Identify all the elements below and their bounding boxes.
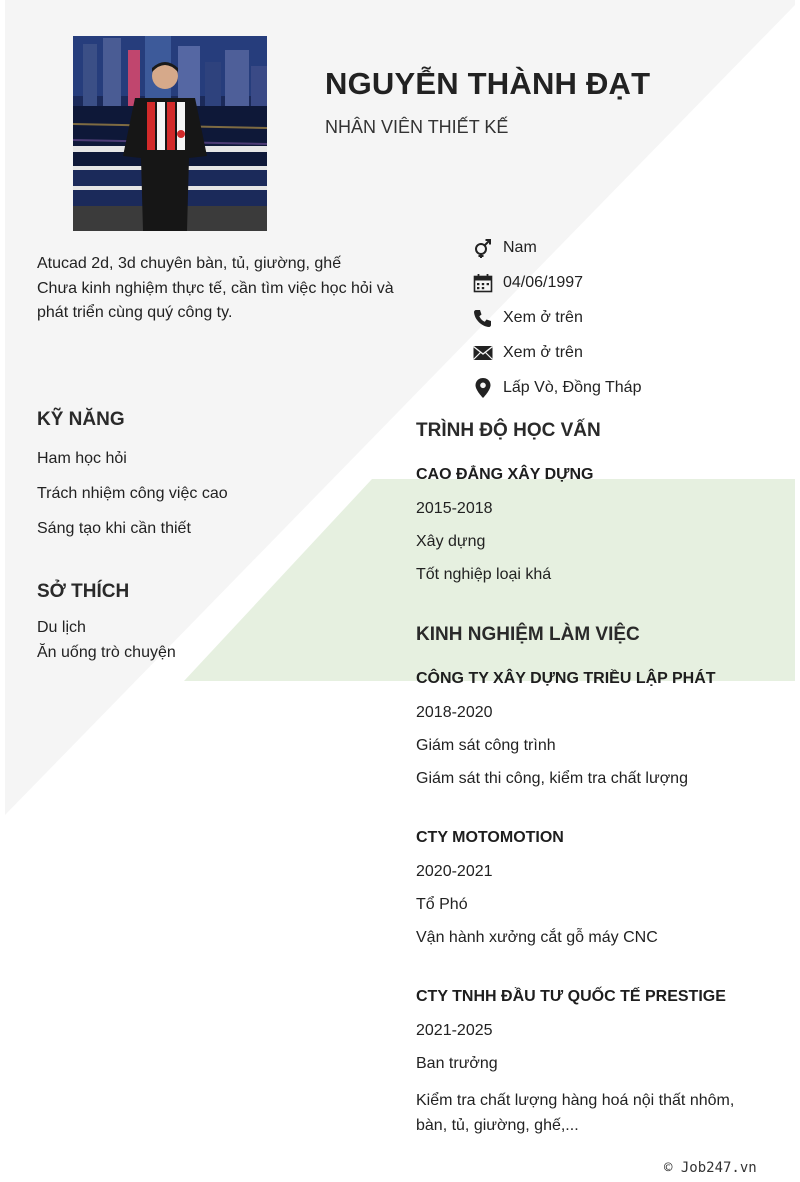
hobbies-list (37, 615, 176, 665)
experience-entry (416, 829, 776, 947)
intro-line: Atucad 2d, 3d chuyên bàn, tủ, giường, ghế (37, 255, 342, 272)
job-role: Tổ Phó (416, 896, 468, 913)
job-description: Giám sát thi công, kiểm tra chất lượng (416, 770, 688, 787)
education-note: Tốt nghiệp loại khá (416, 566, 552, 583)
address-value: Lấp Vò, Đồng Tháp (503, 378, 642, 396)
company-name: CTY MOTOMOTION (416, 829, 564, 846)
gender-value: Nam (503, 238, 537, 256)
contact-gender (472, 230, 772, 265)
contact-email (472, 335, 772, 370)
phone-icon (472, 307, 493, 328)
profile-photo (73, 36, 267, 231)
skill-item: Sáng tạo khi cần thiết (37, 520, 191, 537)
experience-entry (416, 670, 776, 788)
job-period: 2018-2020 (416, 704, 493, 721)
skills-list (37, 450, 228, 555)
skill-item: Trách nhiệm công việc cao (37, 485, 228, 502)
candidate-name: NGUYỄN THÀNH ĐẠT (325, 66, 651, 101)
experience-entry (416, 988, 776, 1138)
location-icon (472, 377, 493, 398)
contact-address (472, 370, 772, 405)
phone-value: Xem ở trên (503, 308, 583, 326)
job-description: Kiểm tra chất lượng hàng hoá nội thất nhôm, bàn, tủ, giường, ghế,... (416, 1092, 735, 1134)
education-major: Xây dựng (416, 533, 486, 550)
footer-credit: © Job247.vn (664, 1160, 757, 1176)
company-name: CÔNG TY XÂY DỰNG TRIỀU LẬP PHÁT (416, 670, 716, 687)
hobbies-heading: SỞ THÍCH (37, 581, 130, 602)
intro-line: Chưa kinh nghiệm thực tế, cần tìm việc học hỏi và phát triển cùng quý công ty. (37, 279, 394, 321)
candidate-position: NHÂN VIÊN THIẾT KẾ (325, 117, 509, 137)
birthday-value: 04/06/1997 (503, 273, 584, 291)
intro-text (37, 252, 407, 326)
job-role: Ban trưởng (416, 1055, 498, 1072)
contact-info (472, 230, 772, 405)
skills-heading: KỸ NĂNG (37, 409, 125, 430)
job-role: Giám sát công trình (416, 737, 556, 754)
school-name: CAO ĐẲNG XÂY DỰNG (416, 466, 594, 483)
job-description: Vận hành xưởng cắt gỗ máy CNC (416, 929, 658, 946)
hobby-item: Du lịch (37, 619, 86, 636)
calendar-icon (472, 272, 493, 293)
email-value: Xem ở trên (503, 343, 583, 361)
education-period: 2015-2018 (416, 500, 493, 517)
job-period: 2021-2025 (416, 1022, 493, 1039)
experience-heading: KINH NGHIỆM LÀM VIỆC (416, 624, 640, 645)
hobby-item: Ăn uống trò chuyện (37, 644, 176, 661)
skill-item: Ham học hỏi (37, 450, 127, 467)
company-name: CTY TNHH ĐẦU TƯ QUỐC TẾ PRESTIGE (416, 988, 726, 1005)
education-heading: TRÌNH ĐỘ HỌC VẤN (416, 420, 601, 441)
education-entry (416, 466, 776, 584)
contact-phone (472, 300, 772, 335)
mail-icon (472, 342, 493, 363)
job-period: 2020-2021 (416, 863, 493, 880)
contact-birthday (472, 265, 772, 300)
gender-icon (472, 237, 493, 258)
